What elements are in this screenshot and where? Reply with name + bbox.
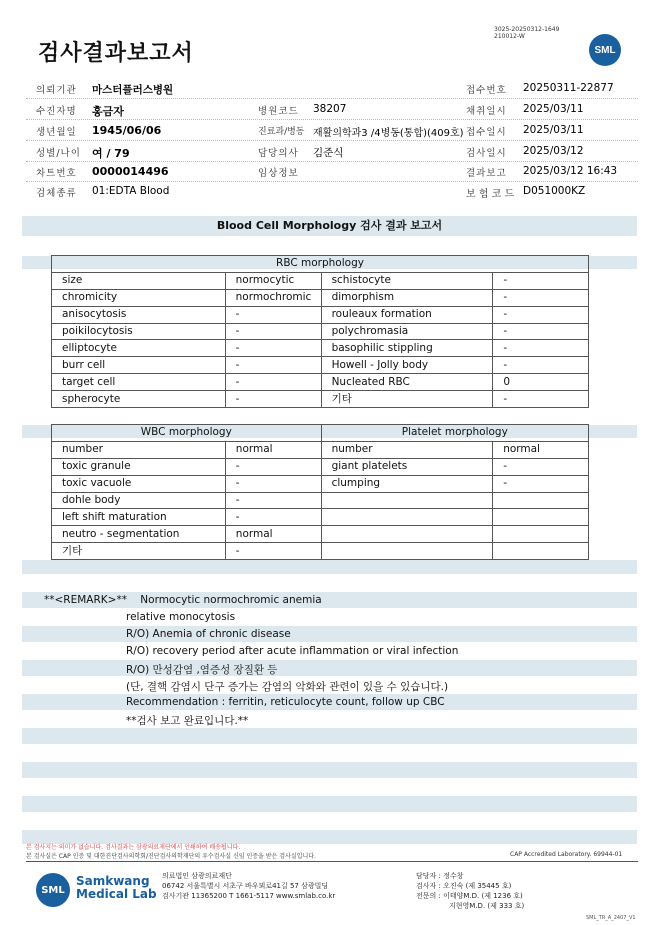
remark-line: Recommendation : ferritin, reticulocyte count, follow up CBC <box>126 696 445 708</box>
finding-result: - <box>225 374 321 391</box>
finding-name: number <box>321 441 493 458</box>
finding-name: elliptocyte <box>52 340 226 357</box>
dept-label: 진료과/병동 <box>258 127 305 137</box>
finding-name: rouleaux formation <box>321 306 493 323</box>
remark-label: **<REMARK>** <box>44 594 127 606</box>
wbc-table-title: WBC morphology <box>52 425 322 442</box>
stripe <box>22 626 637 642</box>
finding-name: dohle body <box>52 492 226 509</box>
table-row <box>52 272 589 289</box>
hospital-code-value: 38207 <box>313 103 347 115</box>
stripe <box>22 796 637 812</box>
chart-value: 0000014496 <box>92 165 169 178</box>
dept-value: 재활의학과3 /4병동(통합)(409호) <box>313 128 464 139</box>
rbc-table-title: RBC morphology <box>52 256 589 273</box>
finding-result: 0 <box>493 374 589 391</box>
finding-result: - <box>225 543 321 560</box>
remark-first-line: Normocytic normochromic anemia <box>140 594 322 606</box>
table-row <box>52 458 589 475</box>
finding-result: - <box>493 272 589 289</box>
footer-notice-red: 본 검사지는 의미가 없습니다. 검사결과는 삼광의료재단에서 인쇄하여 배송됩니다. <box>26 844 241 851</box>
finding-result <box>493 543 589 560</box>
cap-accreditation: CAP Accredited Laboratory. 69944-01 <box>510 851 623 858</box>
finding-result: normochromic <box>225 289 321 306</box>
finding-name: chromicity <box>52 289 226 306</box>
finding-name: schistocyte <box>321 272 493 289</box>
finding-name: dimorphism <box>321 289 493 306</box>
finding-name <box>321 526 493 543</box>
table-row <box>52 543 589 560</box>
header-row-5 <box>26 162 638 182</box>
hospital-code-label: 병원코드 <box>258 106 299 117</box>
stripe <box>22 660 637 676</box>
requester-label: 의뢰기관 <box>36 85 77 96</box>
finding-result: - <box>225 509 321 526</box>
receipt-no-value: 20250311-22877 <box>523 82 614 94</box>
finding-name <box>321 543 493 560</box>
stripe <box>22 762 637 778</box>
finding-name: giant platelets <box>321 458 493 475</box>
sex-age-value: 여 / 79 <box>92 147 130 160</box>
doctor-value: 김준식 <box>313 147 344 159</box>
finding-name <box>321 509 493 526</box>
finding-result: normal <box>225 441 321 458</box>
receipt-no-label: 접수번호 <box>466 85 507 96</box>
table-row <box>52 374 589 391</box>
finding-result: - <box>493 340 589 357</box>
header-row-6 <box>26 182 638 202</box>
collect-date-label: 채취일시 <box>466 106 507 117</box>
footer-lab-name: Samkwang Medical Lab <box>76 874 157 901</box>
insurance-label: 보 험 코 드 <box>466 189 515 200</box>
remark-line: **검사 보고 완료입니다.** <box>126 715 249 727</box>
receipt-date-value: 2025/03/11 <box>523 124 584 136</box>
specimen-label: 검체종류 <box>36 188 77 199</box>
finding-result: - <box>225 340 321 357</box>
finding-name: Howell - Jolly body <box>321 357 493 374</box>
finding-result: - <box>493 357 589 374</box>
chart-label: 차트번호 <box>36 168 77 179</box>
finding-name: spherocyte <box>52 391 226 408</box>
document-id: 3025-20250312-1649 210012-W <box>494 26 560 40</box>
finding-name: neutro - segmentation <box>52 526 226 543</box>
finding-name: 기타 <box>52 543 226 560</box>
footer-staff: 담당자 : 정수창 검사자 : 오진숙 (제 35445 호) 전문의 : 이태양M.D. (제 1236 호) 지현영M.D. (제 333 호) <box>416 872 525 910</box>
header-row-1 <box>26 79 638 99</box>
finding-name: target cell <box>52 374 226 391</box>
table-row <box>52 391 589 408</box>
remark-line: (단, 결핵 감염시 단구 증가는 감염의 악화와 관련이 있을 수 있습니다.) <box>126 681 449 693</box>
finding-result: - <box>493 323 589 340</box>
remark-line: R/O) 만성감염 ,염증성 장질환 등 <box>126 664 278 676</box>
finding-name: poikilocytosis <box>52 323 226 340</box>
footer-sml-logo: SML <box>36 873 70 907</box>
finding-name: basophilic stippling <box>321 340 493 357</box>
finding-name: Nucleated RBC <box>321 374 493 391</box>
finding-result: - <box>225 458 321 475</box>
table-row <box>52 323 589 340</box>
finding-name: burr cell <box>52 357 226 374</box>
table-row <box>52 340 589 357</box>
table-row <box>52 289 589 306</box>
header-row-2 <box>26 100 638 120</box>
table-row <box>52 475 589 492</box>
birth-label: 생년월일 <box>36 127 77 138</box>
remark-line: R/O) recovery period after acute inflammation or viral infection <box>126 645 459 657</box>
patient-label: 수진자명 <box>36 106 77 117</box>
report-date-value: 2025/03/12 16:43 <box>523 165 618 177</box>
collect-date-value: 2025/03/11 <box>523 103 584 115</box>
form-code: SML_TR_A_2407_V1 <box>586 915 636 921</box>
test-date-value: 2025/03/12 <box>523 145 584 157</box>
stripe <box>22 560 637 574</box>
sml-logo: SML <box>589 34 621 66</box>
finding-result: - <box>493 475 589 492</box>
remark-line: relative monocytosis <box>126 611 236 623</box>
finding-name: clumping <box>321 475 493 492</box>
finding-result: - <box>493 458 589 475</box>
insurance-value: D051000KZ <box>523 185 586 197</box>
stripe <box>22 728 637 744</box>
finding-result: normal <box>225 526 321 543</box>
finding-result: - <box>225 492 321 509</box>
table-row <box>52 509 589 526</box>
doctor-label: 담당의사 <box>258 148 299 159</box>
finding-name: size <box>52 272 226 289</box>
finding-result <box>493 509 589 526</box>
remark-block <box>44 594 322 606</box>
platelet-table-title: Platelet morphology <box>321 425 588 442</box>
table-row <box>52 526 589 543</box>
remark-line: R/O) Anemia of chronic disease <box>126 628 291 640</box>
clinical-label: 임상정보 <box>258 168 299 179</box>
finding-name: toxic vacuole <box>52 475 226 492</box>
finding-name: anisocytosis <box>52 306 226 323</box>
finding-name <box>321 492 493 509</box>
finding-result: - <box>225 391 321 408</box>
rbc-morphology-table <box>51 255 589 408</box>
finding-result: normal <box>493 441 589 458</box>
finding-result: normocytic <box>225 272 321 289</box>
report-date-label: 결과보고 <box>466 168 507 179</box>
finding-name: number <box>52 441 226 458</box>
birth-value: 1945/06/06 <box>92 124 162 137</box>
footer-address: 의료법인 삼광의료재단 06742 서울특별시 서초구 바우뫼로41길 57 삼광빌딩 검사기관 11365200 T 1661-5117 www.smlab.co.kr <box>162 872 336 900</box>
specimen-value: 01:EDTA Blood <box>92 185 170 197</box>
table-row <box>52 441 589 458</box>
requester-value: 마스터플러스병원 <box>92 84 174 96</box>
finding-result: - <box>225 323 321 340</box>
finding-name: polychromasia <box>321 323 493 340</box>
finding-name: left shift maturation <box>52 509 226 526</box>
header-row-3 <box>26 121 638 141</box>
finding-name: 기타 <box>321 391 493 408</box>
finding-result: - <box>493 289 589 306</box>
section-title: Blood Cell Morphology 검사 결과 보고서 <box>22 216 637 236</box>
header-row-4 <box>26 142 638 162</box>
finding-result: - <box>493 391 589 408</box>
receipt-date-label: 접수일시 <box>466 127 507 138</box>
sex-age-label: 성별/나이 <box>36 148 81 159</box>
table-row <box>52 492 589 509</box>
table-row <box>52 357 589 374</box>
test-date-label: 검사일시 <box>466 148 507 159</box>
finding-name: toxic granule <box>52 458 226 475</box>
footer-notice: 본 검사실은 CAP 인증 및 대한진단검사의학회/진단검사의학재단의 우수검사실 신임 인증을 받은 검사실입니다. <box>26 853 316 860</box>
finding-result: - <box>225 357 321 374</box>
finding-result: - <box>493 306 589 323</box>
finding-result <box>493 526 589 543</box>
finding-result: - <box>225 475 321 492</box>
report-title: 검사결과보고서 <box>38 41 194 66</box>
footer-divider <box>26 861 638 862</box>
wbc-platelet-table <box>51 424 589 560</box>
finding-result <box>493 492 589 509</box>
finding-result: - <box>225 306 321 323</box>
table-row <box>52 306 589 323</box>
patient-value: 홍금자 <box>92 105 124 118</box>
